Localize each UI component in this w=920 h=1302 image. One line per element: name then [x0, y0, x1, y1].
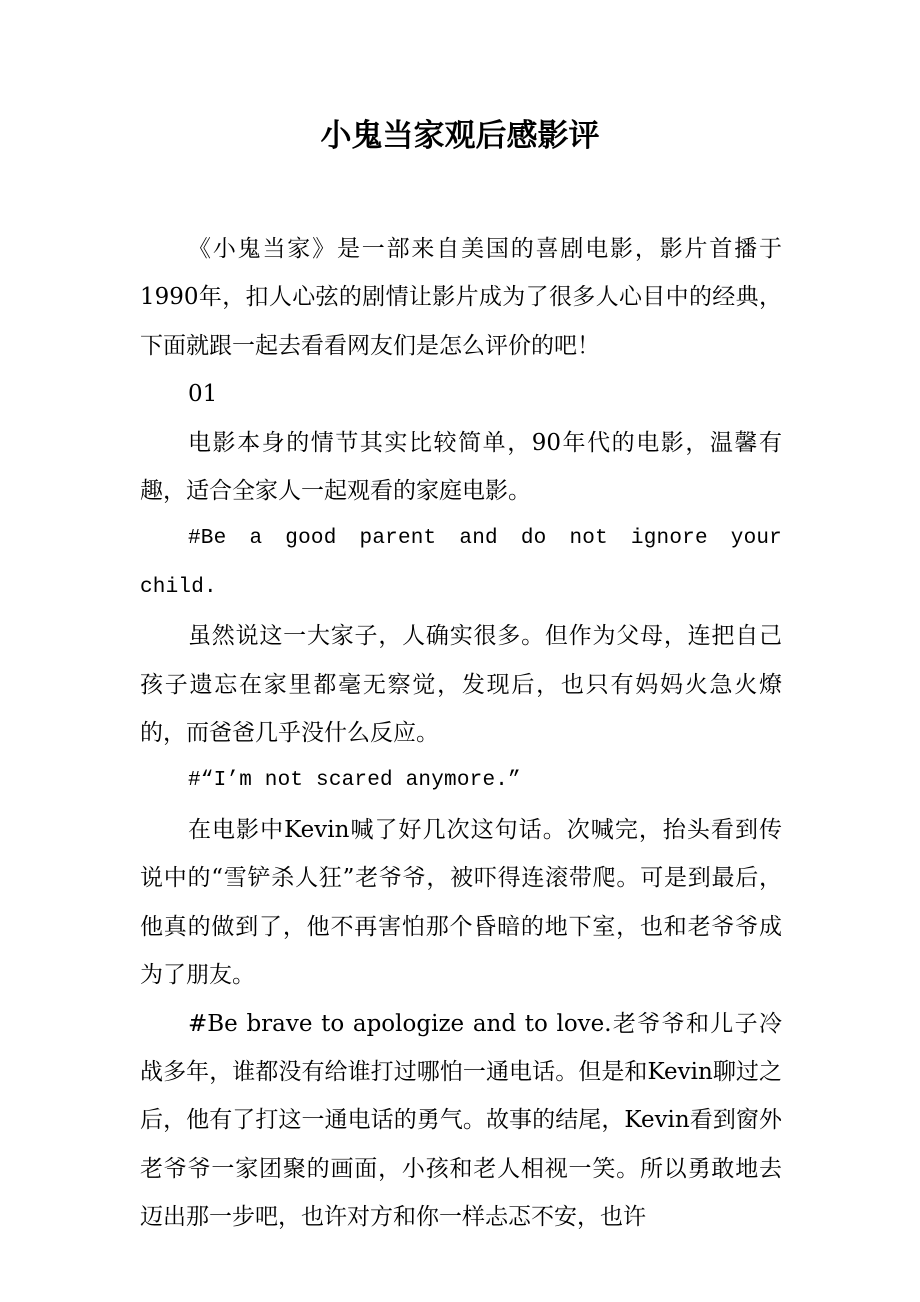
parents-paragraph: 虽然说这一大家子，人确实很多。但作为父母，连把自己孩子遗忘在家里都毫无察觉，发现后，也只有妈妈火急火燎的，而爸爸几乎没什么反应。 [140, 623, 782, 747]
brave-paragraph: #Be brave to apologize and to love.老爷爷和儿子冷战多年，谁都没有给谁打过哪怕一通电话。但是和Kevin聊过之后，他有了打这一通电话的勇气。故事的结尾，Kevin看到窗外老爷爷一家团聚的画面，小孩和老人相视一笑。所以勇敢地去迈出那一步吧，也许对方和你一样忐忑不安，也许 [140, 1010, 782, 1231]
quote-heading-not-scared: #“I’m not scared anymore.” [188, 769, 521, 793]
kevin-paragraph: 在电影中Kevin喊了好几次这句话。次喊完，抬头看到传说中的“雪铲杀人狂”老爷爷，被吓得连滚带爬。可是到最后，他真的做到了，他不再害怕那个昏暗的地下室，也和老爷爷成为了朋友。 [140, 816, 782, 989]
document-title: 小鬼当家观后感影评 [320, 118, 600, 154]
section-number: 01 [188, 381, 218, 408]
document-body [140, 225, 782, 1242]
quote-heading-parent: #Be a good parent and do not ignore your child. [140, 527, 782, 599]
intro-paragraph: 《小鬼当家》是一部来自美国的喜剧电影，影片首播于1990年，扣人心弦的剧情让影片成为了很多人心目中的经典，下面就跟一起去看看网友们是怎么评价的吧！ [140, 236, 782, 359]
plot-paragraph: 电影本身的情节其实比较简单，90年代的电影，温馨有趣，适合全家人一起观看的家庭电影。 [140, 429, 782, 505]
